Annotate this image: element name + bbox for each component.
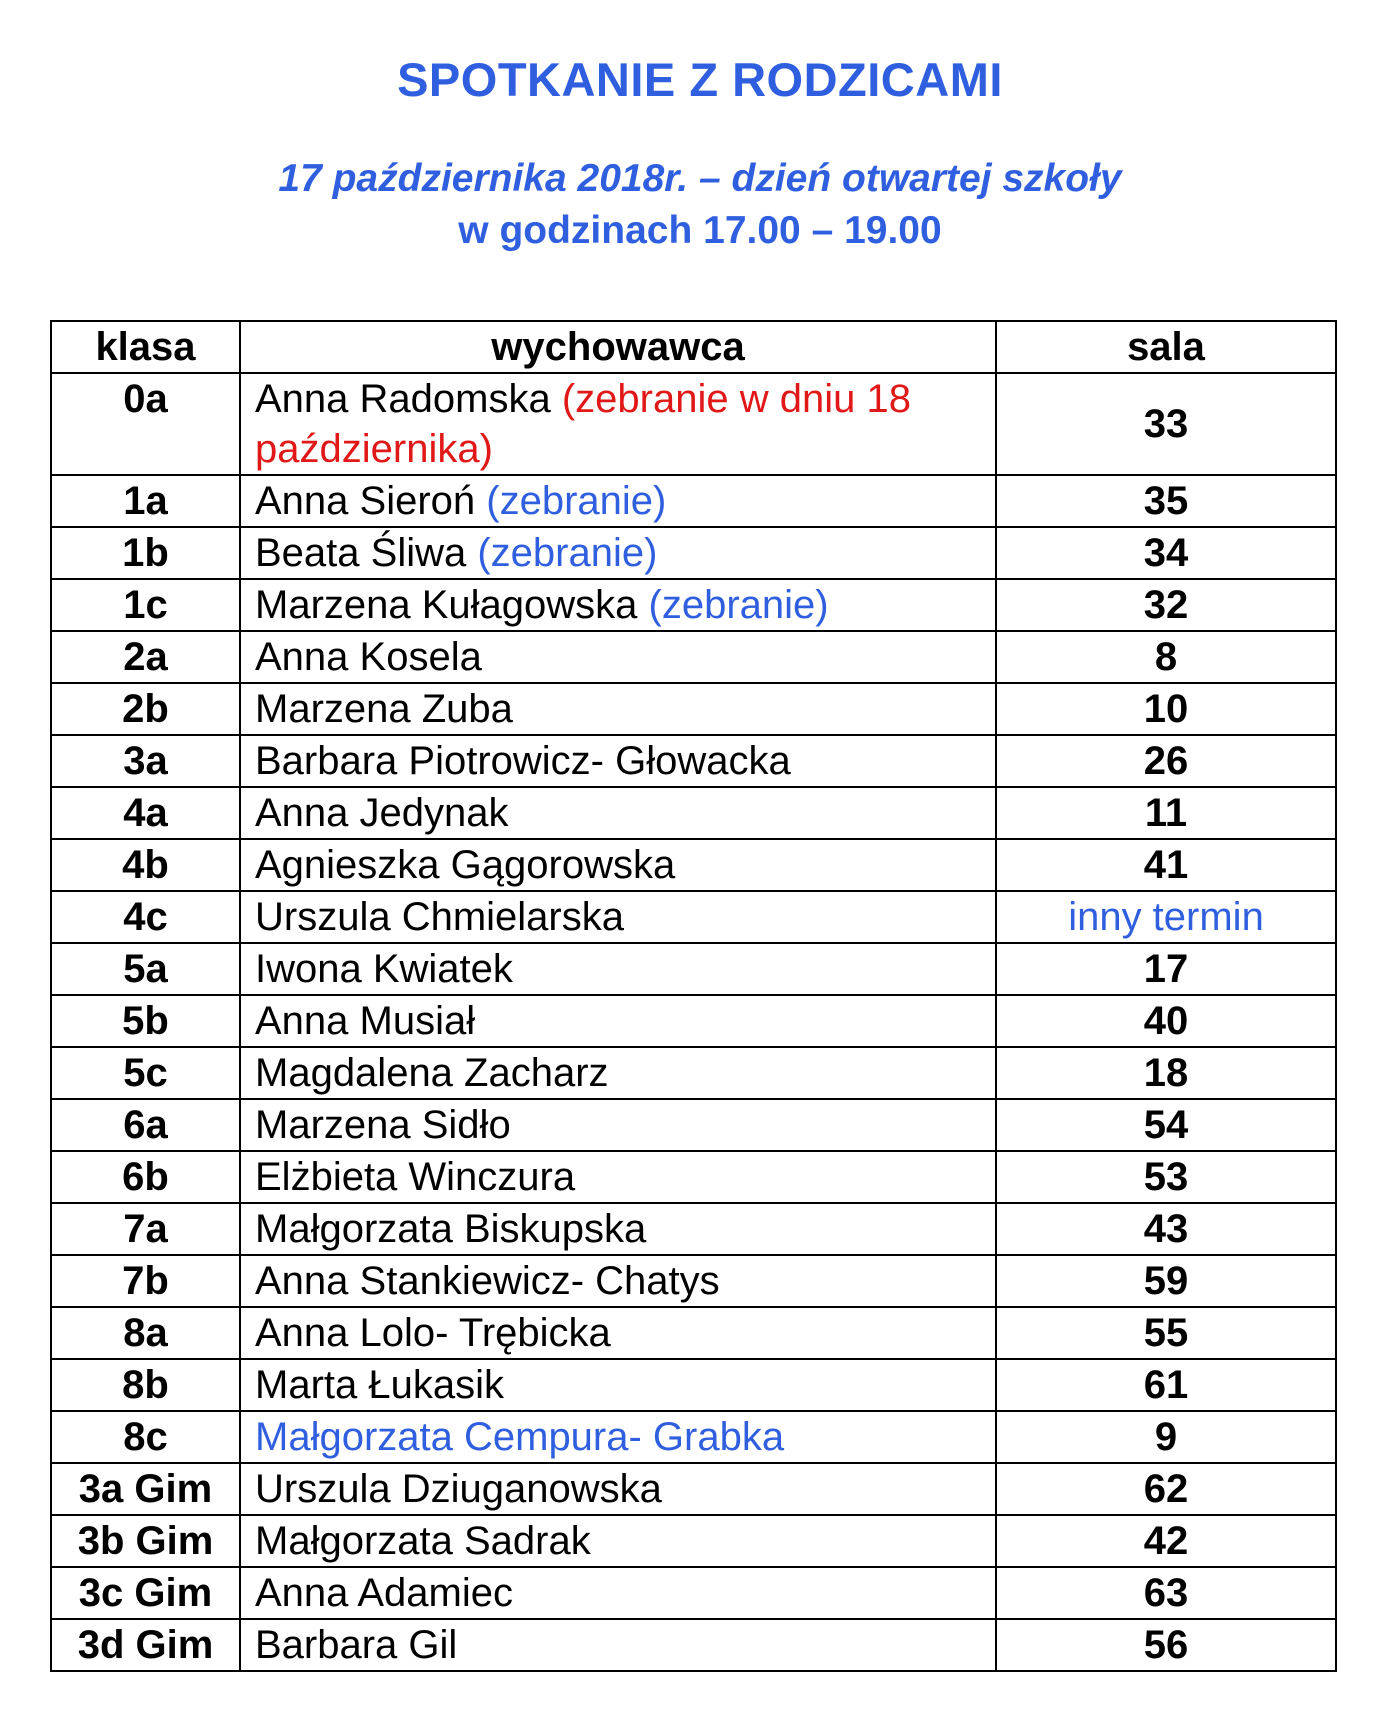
teacher-name: Marzena Sidło [255, 1103, 511, 1147]
cell-klasa: 5b [51, 995, 240, 1047]
meeting-note: (zebranie w dniu 18 października) [255, 377, 911, 471]
page-subtitle: 17 października 2018r. – dzień otwartej szkoły [278, 157, 1122, 200]
cell-sala: 40 [996, 995, 1336, 1047]
teacher-name: Małgorzata Cempura- Grabka [255, 1415, 785, 1459]
teacher-name: Anna Kosela [255, 635, 482, 679]
table-row [51, 683, 1336, 735]
cell-wychowawca [240, 787, 996, 839]
cell-klasa: 3d Gim [51, 1619, 240, 1671]
cell-klasa: 1a [51, 475, 240, 527]
cell-klasa: 4b [51, 839, 240, 891]
cell-sala: 8 [996, 631, 1336, 683]
cell-sala: 26 [996, 735, 1336, 787]
cell-wychowawca [240, 1619, 996, 1671]
table-row [51, 1307, 1336, 1359]
teacher-name: Anna Sieroń [255, 479, 476, 523]
cell-sala: 43 [996, 1203, 1336, 1255]
teacher-name: Urszula Chmielarska [255, 895, 624, 939]
cell-klasa: 8b [51, 1359, 240, 1411]
cell-klasa: 7b [51, 1255, 240, 1307]
cell-sala: inny termin [996, 891, 1336, 943]
cell-sala: 53 [996, 1151, 1336, 1203]
table-row [51, 1255, 1336, 1307]
cell-klasa: 1b [51, 527, 240, 579]
cell-klasa: 1c [51, 579, 240, 631]
teacher-name: Barbara Gil [255, 1623, 458, 1667]
cell-klasa: 0a [51, 373, 240, 475]
cell-sala: 56 [996, 1619, 1336, 1671]
table-row [51, 787, 1336, 839]
teacher-name: Anna Radomska [255, 377, 551, 421]
cell-klasa: 6a [51, 1099, 240, 1151]
cell-klasa: 5c [51, 1047, 240, 1099]
teacher-name: Urszula Dziuganowska [255, 1467, 662, 1511]
cell-klasa: 4a [51, 787, 240, 839]
table-row [51, 1567, 1336, 1619]
cell-sala: 62 [996, 1463, 1336, 1515]
teacher-name: Anna Adamiec [255, 1571, 513, 1615]
cell-klasa: 8a [51, 1307, 240, 1359]
cell-klasa: 3a [51, 735, 240, 787]
table-row [51, 943, 1336, 995]
cell-klasa: 3a Gim [51, 1463, 240, 1515]
table-row [51, 995, 1336, 1047]
cell-sala: 54 [996, 1099, 1336, 1151]
cell-sala: 42 [996, 1515, 1336, 1567]
table-row [51, 1099, 1336, 1151]
cell-sala: 18 [996, 1047, 1336, 1099]
table-row [51, 1151, 1336, 1203]
cell-sala: 35 [996, 475, 1336, 527]
cell-klasa: 7a [51, 1203, 240, 1255]
table-row [51, 735, 1336, 787]
table-row [51, 1047, 1336, 1099]
cell-klasa: 3b Gim [51, 1515, 240, 1567]
cell-wychowawca [240, 579, 996, 631]
cell-wychowawca [240, 839, 996, 891]
page-title: SPOTKANIE Z RODZICAMI [397, 53, 1003, 106]
column-header-klasa: klasa [51, 321, 240, 373]
table-row [51, 373, 1336, 475]
column-header-sala: sala [996, 321, 1336, 373]
schedule-table [50, 320, 1337, 1672]
cell-wychowawca [240, 1099, 996, 1151]
teacher-name: Elżbieta Winczura [255, 1155, 576, 1199]
cell-wychowawca [240, 683, 996, 735]
table-header-row [51, 321, 1336, 373]
teacher-name: Agnieszka Gągorowska [255, 843, 676, 887]
cell-wychowawca [240, 631, 996, 683]
table-row [51, 1463, 1336, 1515]
table-row [51, 891, 1336, 943]
cell-klasa: 4c [51, 891, 240, 943]
teacher-name: Małgorzata Biskupska [255, 1207, 647, 1251]
cell-sala: 41 [996, 839, 1336, 891]
cell-wychowawca [240, 527, 996, 579]
cell-sala: 61 [996, 1359, 1336, 1411]
cell-sala: 63 [996, 1567, 1336, 1619]
cell-sala: 59 [996, 1255, 1336, 1307]
cell-klasa: 2a [51, 631, 240, 683]
cell-klasa: 8c [51, 1411, 240, 1463]
cell-klasa: 6b [51, 1151, 240, 1203]
cell-klasa: 5a [51, 943, 240, 995]
cell-wychowawca [240, 1255, 996, 1307]
cell-wychowawca [240, 1411, 996, 1463]
cell-wychowawca [240, 735, 996, 787]
table-row [51, 1411, 1336, 1463]
teacher-name: Marzena Kułagowska [255, 583, 638, 627]
table-row [51, 631, 1336, 683]
teacher-name: Iwona Kwiatek [255, 947, 513, 991]
cell-sala: 9 [996, 1411, 1336, 1463]
cell-wychowawca [240, 1463, 996, 1515]
table-body [51, 373, 1336, 1671]
cell-wychowawca [240, 1047, 996, 1099]
cell-klasa: 3c Gim [51, 1567, 240, 1619]
teacher-name: Anna Musiał [255, 999, 476, 1043]
teacher-name: Małgorzata Sadrak [255, 1519, 591, 1563]
cell-wychowawca [240, 943, 996, 995]
cell-wychowawca [240, 1515, 996, 1567]
cell-sala: 55 [996, 1307, 1336, 1359]
teacher-name: Magdalena Zacharz [255, 1051, 609, 1095]
cell-sala: 11 [996, 787, 1336, 839]
teacher-name: Marta Łukasik [255, 1363, 504, 1407]
cell-wychowawca [240, 1203, 996, 1255]
meeting-hours: w godzinach 17.00 – 19.00 [458, 209, 942, 252]
cell-wychowawca [240, 1307, 996, 1359]
cell-wychowawca [240, 1359, 996, 1411]
meeting-note: (zebranie) [486, 479, 667, 523]
cell-klasa: 2b [51, 683, 240, 735]
table-row [51, 1515, 1336, 1567]
teacher-name: Anna Jedynak [255, 791, 509, 835]
cell-sala: 32 [996, 579, 1336, 631]
teacher-name: Barbara Piotrowicz- Głowacka [255, 739, 791, 783]
cell-wychowawca [240, 1567, 996, 1619]
table-row [51, 579, 1336, 631]
cell-wychowawca [240, 995, 996, 1047]
teacher-name: Marzena Zuba [255, 687, 513, 731]
cell-sala: 33 [996, 373, 1336, 475]
cell-sala: 10 [996, 683, 1336, 735]
cell-wychowawca [240, 373, 996, 475]
table-row [51, 839, 1336, 891]
cell-wychowawca [240, 891, 996, 943]
teacher-name: Anna Stankiewicz- Chatys [255, 1259, 720, 1303]
cell-wychowawca [240, 475, 996, 527]
meeting-note: (zebranie) [648, 583, 829, 627]
cell-sala: 34 [996, 527, 1336, 579]
cell-wychowawca [240, 1151, 996, 1203]
table-row [51, 475, 1336, 527]
table-row [51, 527, 1336, 579]
meeting-note: (zebranie) [477, 531, 658, 575]
cell-sala: 17 [996, 943, 1336, 995]
column-header-wychowawca: wychowawca [240, 321, 996, 373]
table-row [51, 1619, 1336, 1671]
teacher-name: Anna Lolo- Trębicka [255, 1311, 611, 1355]
table-row [51, 1359, 1336, 1411]
table-row [51, 1203, 1336, 1255]
teacher-name: Beata Śliwa [255, 531, 467, 575]
